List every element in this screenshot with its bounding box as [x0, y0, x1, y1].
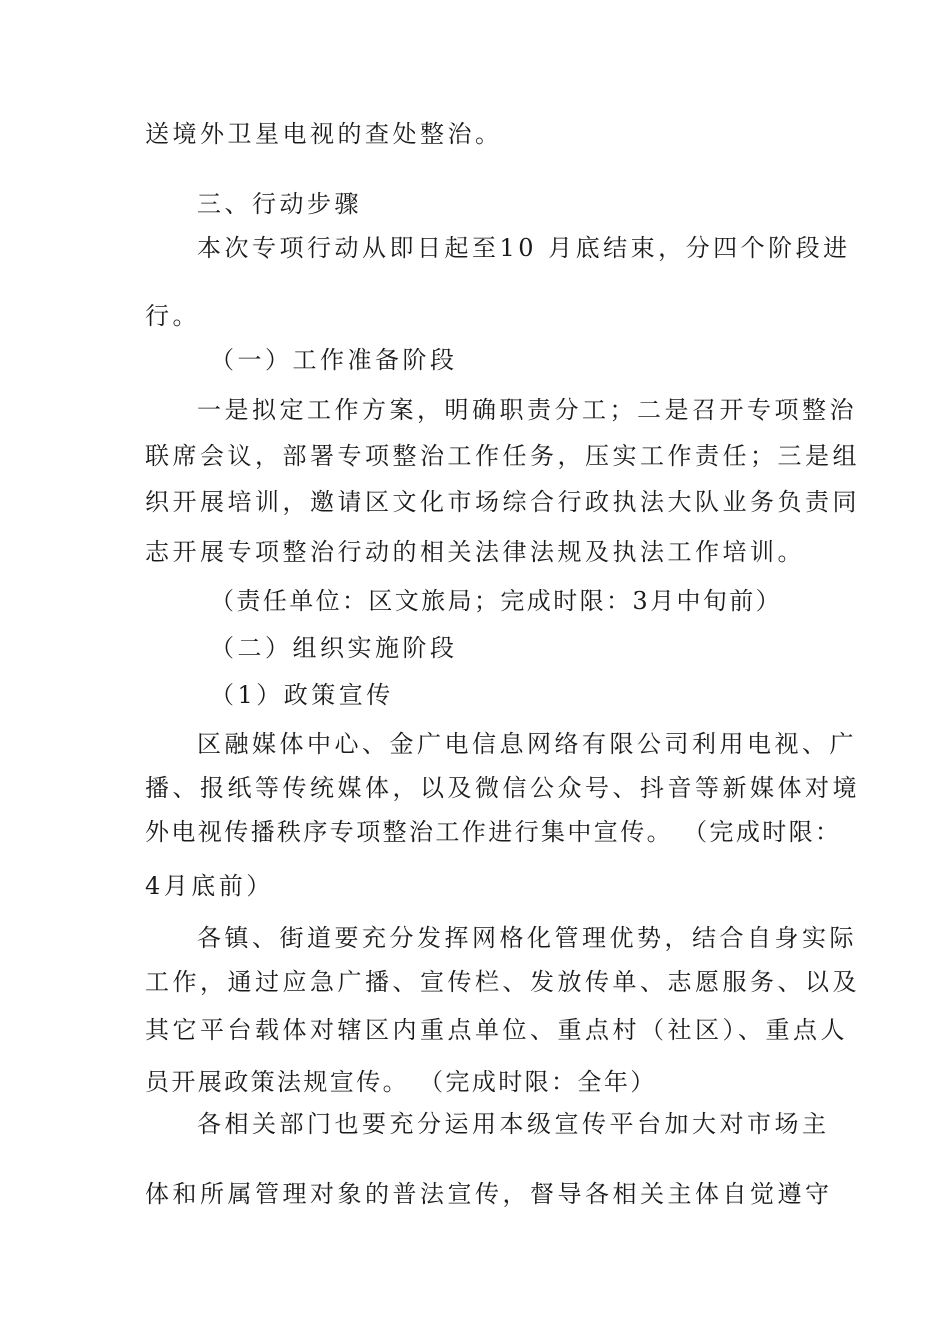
- paragraph-line: 行。: [145, 302, 200, 330]
- paragraph-line: 各镇、街道要充分发挥网格化管理优势，结合自身实际: [197, 924, 857, 952]
- paragraph-line: 员开展政策法规宣传。 （完成时限：全年）: [145, 1068, 657, 1096]
- paragraph-line: 其它平台载体对辖区内重点单位、重点村（社区）、重点人: [145, 1016, 848, 1044]
- responsibility-note: （责任单位：区文旅局；完成时限：3月中旬前）: [210, 587, 783, 615]
- paragraph-line: 播、报纸等传统媒体，以及微信公众号、抖音等新媒体对境: [145, 774, 860, 802]
- paragraph-line: 工作，通过应急广播、宣传栏、发放传单、志愿服务、以及: [145, 968, 860, 996]
- paragraph-line: 志开展专项整治行动的相关法律法规及执法工作培训。: [145, 538, 805, 566]
- paragraph-line: 本次专项行动从即日起至10 月底结束，分四个阶段进: [197, 234, 851, 262]
- subsection-heading: （一）工作准备阶段: [210, 346, 458, 374]
- paragraph-line: 各相关部门也要充分运用本级宣传平台加大对市场主: [197, 1110, 830, 1138]
- paragraph-line: 一是拟定工作方案，明确职责分工；二是召开专项整治: [197, 396, 857, 424]
- section-heading: 三、行动步骤: [197, 190, 362, 218]
- paragraph-line: 区融媒体中心、金广电信息网络有限公司利用电视、广: [197, 730, 857, 758]
- paragraph-line: 联席会议，部署专项整治工作任务，压实工作责任；三是组: [145, 442, 860, 470]
- paragraph-line: 外电视传播秩序专项整治工作进行集中宣传。 （完成时限：: [145, 818, 842, 846]
- paragraph-line: 4月底前）: [145, 872, 274, 900]
- paragraph-line: 体和所属管理对象的普法宣传，督导各相关主体自觉遵守: [145, 1180, 833, 1208]
- paragraph-line: 送境外卫星电视的查处整治。: [145, 120, 503, 148]
- item-heading: （1）政策宣传: [210, 681, 394, 709]
- subsection-heading: （二）组织实施阶段: [210, 634, 458, 662]
- paragraph-line: 织开展培训，邀请区文化市场综合行政执法大队业务负责同: [145, 488, 860, 516]
